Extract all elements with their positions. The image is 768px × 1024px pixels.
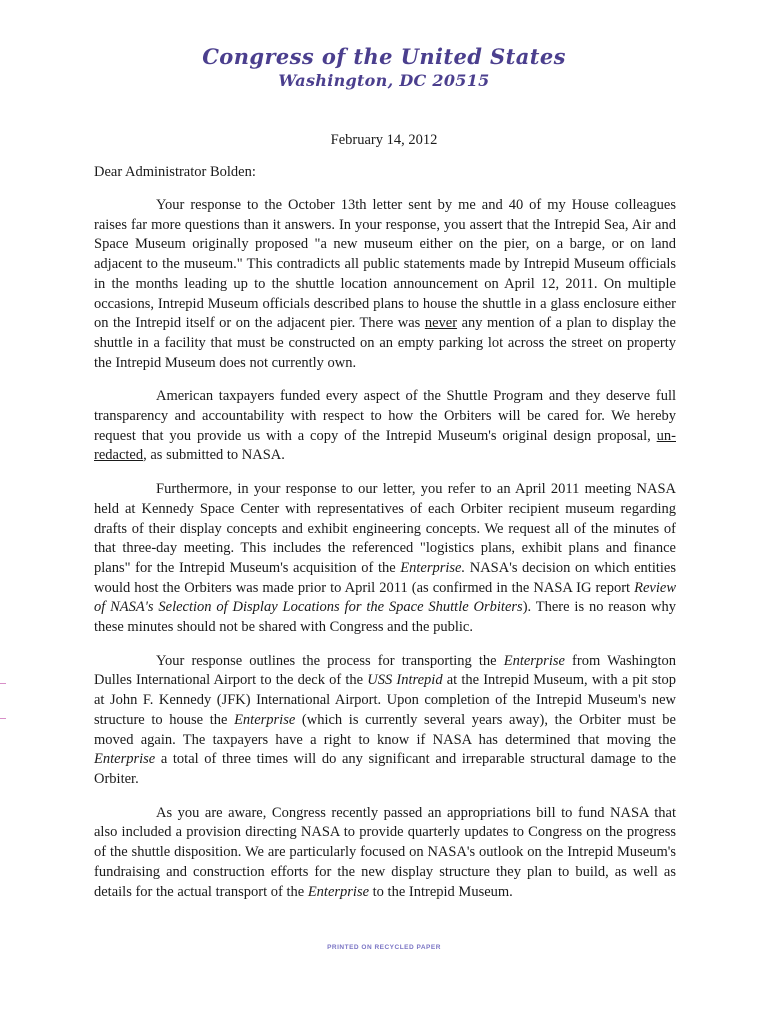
body-paragraph bbox=[94, 387, 676, 466]
italic-text: Enterprise. bbox=[400, 559, 466, 576]
italic-text: Enterprise bbox=[94, 751, 156, 768]
paragraph-text: (which is currently several years away), the Orbiter must be moved again. The taxpayers have a right to know if NASA has determined that moving the bbox=[94, 711, 676, 748]
paragraph-text: Your response to the October 13th letter sent by me and 40 of my House colleagues raises far more questions than it answers. In your response, you assert that the Intrepid Sea, Air and Space Museum originally proposed "a new museum either on the pier, on a barge, or on land adjacent to the museum." This contradicts all public statements made by Intrepid Museum officials in the months leading up to the shuttle location announcement on April 12, 2011. On multiple occasions, Intrepid Museum officials described plans to house the shuttle in a glass enclosure either on the Intrepid itself or on the adjacent pier. There was bbox=[94, 197, 676, 332]
paragraph-text: American taxpayers funded every aspect of the Shuttle Program and they deserve full transparency and accountability with respect to how the Orbiters will be cared for. We hereby request that you provide us with a copy of the Intrepid Museum's original design proposal, bbox=[94, 388, 676, 444]
underlined-text: un-redacted bbox=[94, 427, 676, 464]
paragraph-text: at the Intrepid Museum, with a pit stop at John F. Kennedy (JFK) International Airport. Upon completion of the Intrepid Museum's new structure to house the bbox=[94, 672, 676, 728]
paragraph-text: Furthermore, in your response to our letter, you refer to an April 2011 meeting NASA held at Kennedy Space Center with representatives of each Orbiter recipient museum regarding drafts of their display concepts and exhibit engineering concepts. We request all of the minutes of that three-day meeting. This includes the referenced "logistics plans, exhibit plans and finance plans" for the Intrepid Museum's acquisition of the bbox=[94, 481, 676, 576]
body-paragraph bbox=[94, 652, 676, 790]
body-paragraph bbox=[94, 196, 676, 373]
italic-text: USS Intrepid bbox=[367, 672, 443, 689]
italic-text: Enterprise bbox=[307, 883, 370, 900]
paragraph-text: to the Intrepid Museum. bbox=[369, 883, 513, 900]
paragraph-text: ). There is no reason why these minutes should not be shared with Congress and the public. bbox=[94, 599, 676, 636]
letterhead-title: Congress of the United States bbox=[202, 44, 566, 69]
italic-text: Enterprise bbox=[503, 652, 565, 669]
body-paragraph bbox=[94, 804, 676, 903]
paragraph-text: Your response outlines the process for transporting the bbox=[156, 652, 504, 669]
paragraph-text: a total of three times will do any significant and irreparable structural damage to the Orbiter. bbox=[94, 751, 676, 787]
paragraph-text: any mention of a plan to display the shuttle in a facility that must be constructed on an empty parking lot across the street on property the Intrepid Museum does not currently own. bbox=[94, 315, 676, 371]
italic-text: Enterprise bbox=[234, 711, 296, 728]
recycled-paper-notice: PRINTED ON RECYCLED PAPER bbox=[327, 944, 441, 951]
paragraph-text: As you are aware, Congress recently passed an appropriations bill to fund NASA that also included a provision directing NASA to provide quarterly updates to Congress on the progress of the shuttle disposition. We are particularly focused on NASA's outlook on the Intrepid Museum's fundraising and construction efforts for the new display structure they plan to build, as well as details for the actual transport of the bbox=[94, 804, 676, 900]
paragraph-text: from Washington Dulles International Airport to the deck of the bbox=[94, 652, 676, 689]
body-paragraph bbox=[94, 480, 676, 638]
letter-body bbox=[94, 196, 676, 916]
salutation: Dear Administrator Bolden: bbox=[94, 164, 256, 180]
italic-text: Review of NASA's Selection of Display Locations for the Space Shuttle Orbiters bbox=[94, 579, 676, 616]
letter-date: February 14, 2012 bbox=[330, 132, 438, 148]
scan-mark bbox=[0, 683, 6, 684]
paragraph-text: , as submitted to NASA. bbox=[143, 447, 285, 464]
letterhead-subtitle: Washington, DC 20515 bbox=[278, 71, 490, 90]
letterhead bbox=[0, 44, 768, 92]
underlined-text: never bbox=[424, 315, 458, 332]
paragraph-text: NASA's decision on which entities would host the Orbiters was made prior to April 2011 (as confirmed in the NASA IG report bbox=[94, 559, 676, 596]
scan-mark bbox=[0, 718, 6, 719]
